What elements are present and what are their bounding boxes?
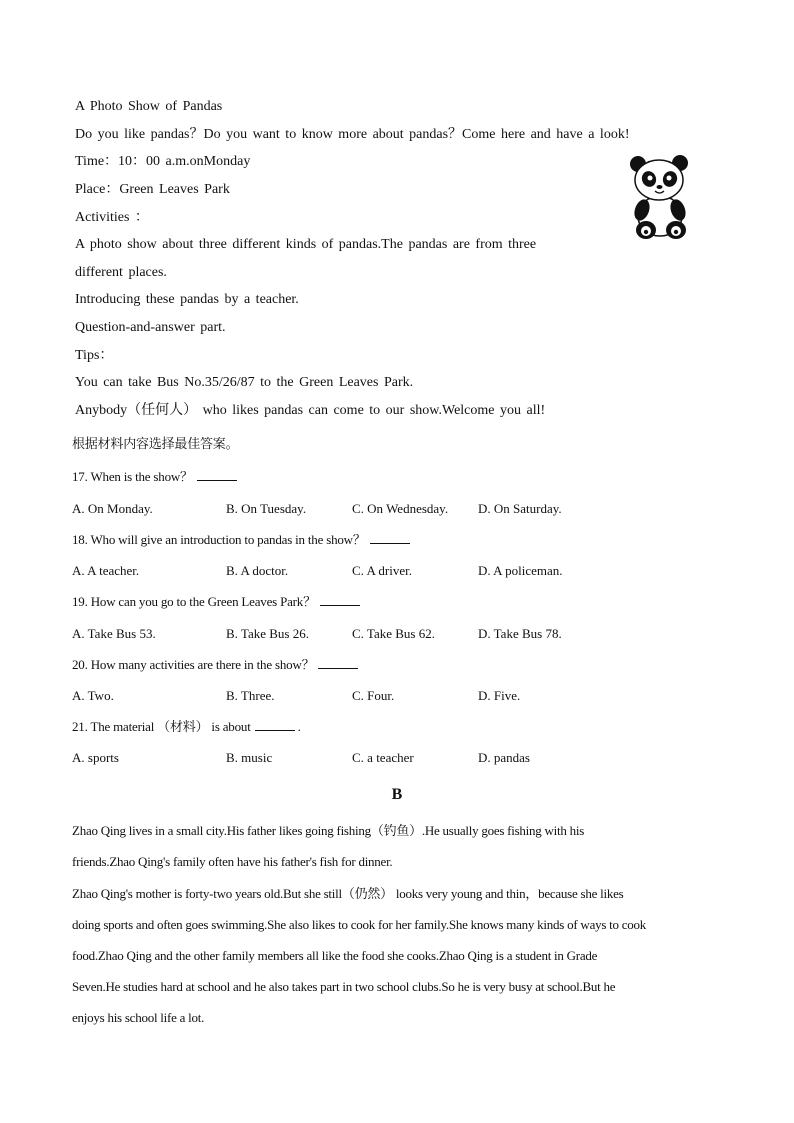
- ad-tips-label: Tips：: [75, 348, 114, 363]
- option-b[interactable]: B. A doctor.: [226, 563, 289, 578]
- option-d[interactable]: D. Take Bus 78.: [478, 626, 562, 641]
- passage-line: enjoys his school life a lot.: [72, 1010, 205, 1025]
- ad-activity-1-cont: different places.: [75, 265, 167, 280]
- option-c[interactable]: C. A driver.: [352, 563, 412, 578]
- ad-activity-3: Question-and-answer part.: [75, 320, 226, 335]
- ad-activities-label: Activities ：: [75, 210, 149, 225]
- option-b[interactable]: B. music: [226, 750, 273, 765]
- ad-intro: Do you like pandas？Do you want to know more about pandas？Come here and have a look!: [75, 127, 630, 142]
- question-stem-end: .: [297, 719, 301, 734]
- question-stem: 17. When is the show？: [72, 469, 193, 484]
- question-stem: 20. How many activities are there in the show？: [72, 657, 315, 672]
- option-b[interactable]: B. Take Bus 26.: [226, 626, 309, 641]
- question-18: [72, 531, 410, 549]
- ad-tip-2: Anybody（任何人） who likes pandas can come to our show.Welcome you all!: [75, 403, 546, 418]
- question-stem: 18. Who will give an introduction to pandas in the show？: [72, 532, 366, 547]
- option-a[interactable]: A. Two.: [72, 688, 114, 703]
- option-d[interactable]: D. Five.: [478, 688, 521, 703]
- question-stem: 21. The material （材料） is about: [72, 719, 251, 734]
- passage-line: friends.Zhao Qing's family often have his father's fish for dinner.: [72, 854, 393, 869]
- question-20: [72, 656, 358, 674]
- question-17: [72, 468, 237, 486]
- section-b-title: B: [391, 786, 403, 803]
- option-a[interactable]: A. Take Bus 53.: [72, 626, 156, 641]
- option-a[interactable]: A. On Monday.: [72, 501, 153, 516]
- passage-line: doing sports and often goes swimming.She also likes to cook for her family.She knows many kinds of ways to cook: [72, 917, 647, 932]
- option-b[interactable]: B. Three.: [226, 688, 275, 703]
- ad-time: Time：10：00 a.m.onMonday: [75, 154, 251, 169]
- option-c[interactable]: C. Four.: [352, 688, 395, 703]
- answer-blank[interactable]: [197, 469, 237, 481]
- panda-illustration: [624, 152, 696, 242]
- option-c[interactable]: C. On Wednesday.: [352, 501, 449, 516]
- question-19: [72, 593, 360, 611]
- answer-blank[interactable]: [255, 719, 295, 731]
- option-a[interactable]: A. sports: [72, 750, 119, 765]
- option-d[interactable]: D. pandas: [478, 750, 530, 765]
- option-a[interactable]: A. A teacher.: [72, 563, 140, 578]
- answer-blank[interactable]: [318, 657, 358, 669]
- passage-line: food.Zhao Qing and the other family members all like the food she cooks.Zhao Qing is a student in Grade: [72, 948, 598, 963]
- ad-tip-1: You can take Bus No.35/26/87 to the Green Leaves Park.: [75, 375, 414, 390]
- passage-line: Zhao Qing's mother is forty-two years old.But she still（仍然） looks very young and thin，because she likes: [72, 886, 624, 901]
- ad-activity-1: A photo show about three different kinds of pandas.The pandas are from three: [75, 237, 537, 252]
- option-b[interactable]: B. On Tuesday.: [226, 501, 307, 516]
- option-c[interactable]: C. a teacher: [352, 750, 414, 765]
- ad-place: Place：Green Leaves Park: [75, 182, 230, 197]
- answer-blank[interactable]: [320, 594, 360, 606]
- option-d[interactable]: D. On Saturday.: [478, 501, 562, 516]
- passage-line: Seven.He studies hard at school and he also takes part in two school clubs.So he is very busy at school.But he: [72, 979, 616, 994]
- instruction-text: 根据材料内容选择最佳答案。: [72, 437, 239, 452]
- passage-line: Zhao Qing lives in a small city.His father likes going fishing（钓鱼）.He usually goes fishing with his: [72, 823, 585, 838]
- ad-title: A Photo Show of Pandas: [75, 99, 223, 114]
- answer-blank[interactable]: [370, 532, 410, 544]
- question-stem: 19. How can you go to the Green Leaves Park？: [72, 594, 316, 609]
- option-c[interactable]: C. Take Bus 62.: [352, 626, 435, 641]
- option-d[interactable]: D. A policeman.: [478, 563, 563, 578]
- ad-activity-2: Introducing these pandas by a teacher.: [75, 292, 299, 307]
- question-21: [72, 718, 301, 736]
